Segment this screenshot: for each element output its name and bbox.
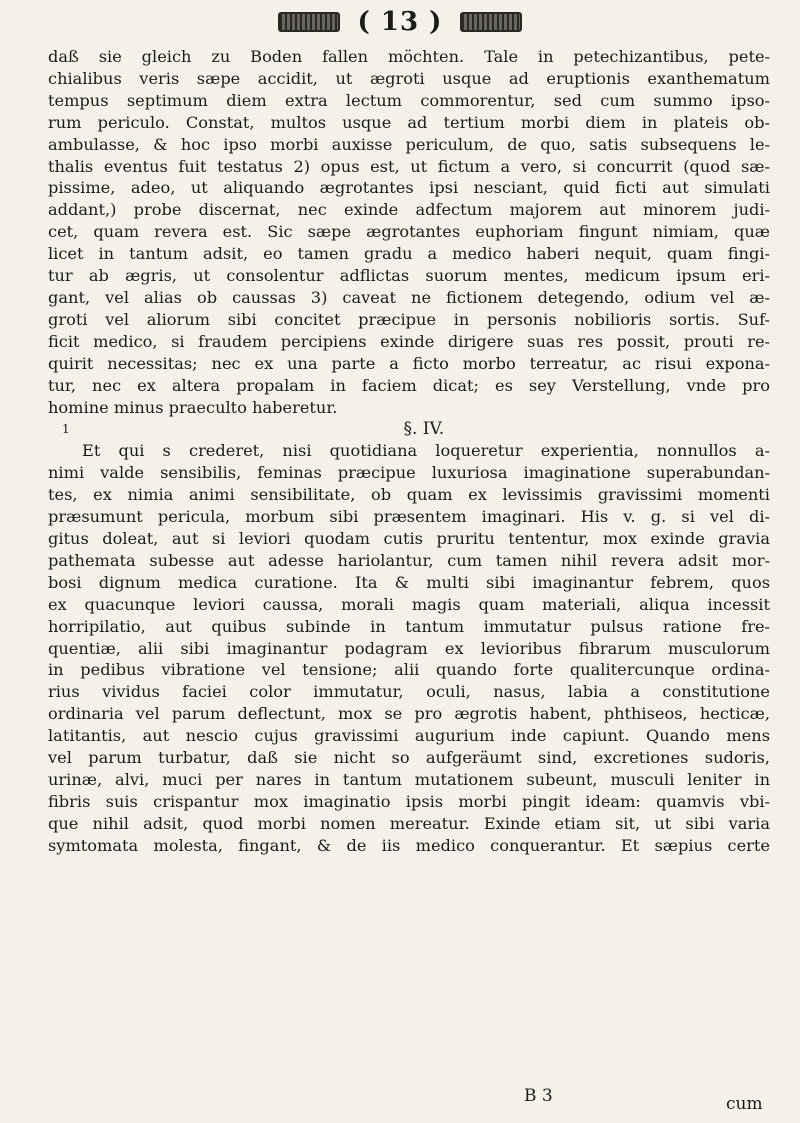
text-line: licet in tantum adsit, eo tamen gradu a medico haberi nequit, quam fingi- bbox=[48, 244, 770, 264]
text-line: que nihil adsit, quod morbi nomen mereatur. Exinde etiam sit, ut sibi varia bbox=[48, 813, 770, 833]
text-line: bosi dignum medica curatione. Ita & multi sibi imaginantur febrem, quos bbox=[48, 572, 770, 592]
text-line: cet, quam revera est. Sic sæpe ægrotantes euphoriam fingunt nimiam, quæ bbox=[48, 222, 770, 242]
text-line: rius vividus faciei color immutatur, oculi, nasus, labia a constitutione bbox=[48, 682, 770, 702]
text-line: gitus doleat, aut si leviori quodam cutis pruritu tententur, mox exinde gravia bbox=[48, 529, 770, 549]
page-header bbox=[0, 0, 800, 44]
text-line: chialibus veris sæpe accidit, ut ægroti usque ad eruptionis exanthematum bbox=[48, 68, 770, 88]
text-line: præsumunt pericula, morbum sibi præsentem imaginari. His v. g. si vel di- bbox=[48, 507, 770, 527]
text-line: tempus septimum diem extra lectum commorentur, sed cum summo ipso- bbox=[48, 90, 770, 110]
text-line: in pedibus vibratione vel tensione; alii quando forte qualitercunque ordina- bbox=[48, 660, 770, 680]
text-line: symtomata molesta, fingant, & de iis medico conquerantur. Et sæpius certe bbox=[48, 835, 770, 855]
right-ornament-icon bbox=[460, 12, 522, 32]
text-line: fibris suis crispantur mox imaginatio ipsis morbi pingit ideam: quamvis vbi- bbox=[48, 791, 770, 811]
text-line: Et qui s crederet, nisi quotidiana loqueretur experientia, nonnullos a- bbox=[82, 441, 770, 461]
text-line: gant, vel alias ob caussas 3) caveat ne fictionem detegendo, odium vel æ- bbox=[48, 287, 770, 307]
text-line: horripilatio, aut quibus subinde in tantum immutatur pulsus ratione fre- bbox=[48, 616, 770, 636]
text-line: urinæ, alvi, muci per nares in tantum mutationem subeunt, musculi leniter in bbox=[48, 770, 770, 789]
text-line: rum periculo. Constat, multos usque ad tertium morbi diem in plateis ob- bbox=[48, 112, 770, 132]
left-ornament-icon bbox=[278, 12, 340, 32]
text-line: vel parum turbatur, daß sie nicht so aufgeräumt sind, excretiones sudoris, bbox=[48, 748, 770, 768]
body-text bbox=[48, 46, 770, 857]
text-line: ex quacunque leviori caussa, morali magis quam materiali, aliqua incessit bbox=[48, 594, 770, 614]
text-line: addant,) probe discernat, nec exinde adfectum majorem aut minorem judi- bbox=[48, 200, 770, 220]
text-line: ordinaria vel parum deflectunt, mox se pro ægrotis habent, phthiseos, hecticæ, bbox=[48, 704, 770, 724]
text-line: pissime, adeo, ut aliquando ægrotantes ipsi nesciant, quid ficti aut simulati bbox=[48, 178, 770, 198]
text-line: quentiæ, alii sibi imaginantur podagram ex levioribus fibrarum musculorum bbox=[48, 638, 770, 658]
paragraph-2 bbox=[48, 440, 770, 856]
text-line: nimi valde sensibilis, feminas præcipue luxuriosa imaginatione superabundan- bbox=[48, 463, 770, 483]
text-line: homine minus praeculto haberetur. bbox=[48, 397, 338, 417]
text-line: latitantis, aut nescio cujus gravissimi augurium inde capiunt. Quando mens bbox=[48, 726, 770, 746]
signature-mark: B 3 bbox=[524, 1086, 553, 1106]
text-line: ambulasse, & hoc ipso morbi auxisse periculum, de quo, satis subsequens le- bbox=[48, 134, 770, 154]
text-line: ficit medico, si fraudem percipiens exinde dirigere suas res possit, prouti re- bbox=[48, 331, 770, 351]
paragraph-1 bbox=[48, 46, 770, 418]
text-line: quirit necessitas; nec ex una parte a ficto morbo terreatur, ac risui expona- bbox=[48, 353, 770, 373]
text-line: tur, nec ex altera propalam in faciem dicat; es sey Verstellung, vnde pro bbox=[48, 375, 770, 395]
section-number: §. IV. bbox=[403, 419, 445, 440]
text-line: tur ab ægris, ut consolentur adflictas suorum mentes, medicum ipsum eri- bbox=[48, 266, 770, 286]
text-line: pathemata subesse aut adesse hariolantur, cum tamen nihil revera adsit mor- bbox=[48, 550, 770, 570]
text-line: groti vel aliorum sibi concitet præcipue in personis nobilioris sortis. Suf- bbox=[48, 309, 770, 329]
section-heading bbox=[48, 418, 770, 440]
catchword: cum bbox=[726, 1094, 763, 1114]
footnote-marker: 1 bbox=[62, 422, 70, 437]
text-line: tes, ex nimia animi sensibilitate, ob quam ex levissimis gravissimi momenti bbox=[48, 485, 770, 505]
page-number: ( 13 ) bbox=[357, 7, 443, 37]
text-line: daß sie gleich zu Boden fallen möchten. Tale in petechizantibus, pete- bbox=[48, 47, 770, 66]
text-line: thalis eventus fuit testatus 2) opus est, ut fictum a vero, si concurrit (quod sæ- bbox=[48, 156, 770, 176]
